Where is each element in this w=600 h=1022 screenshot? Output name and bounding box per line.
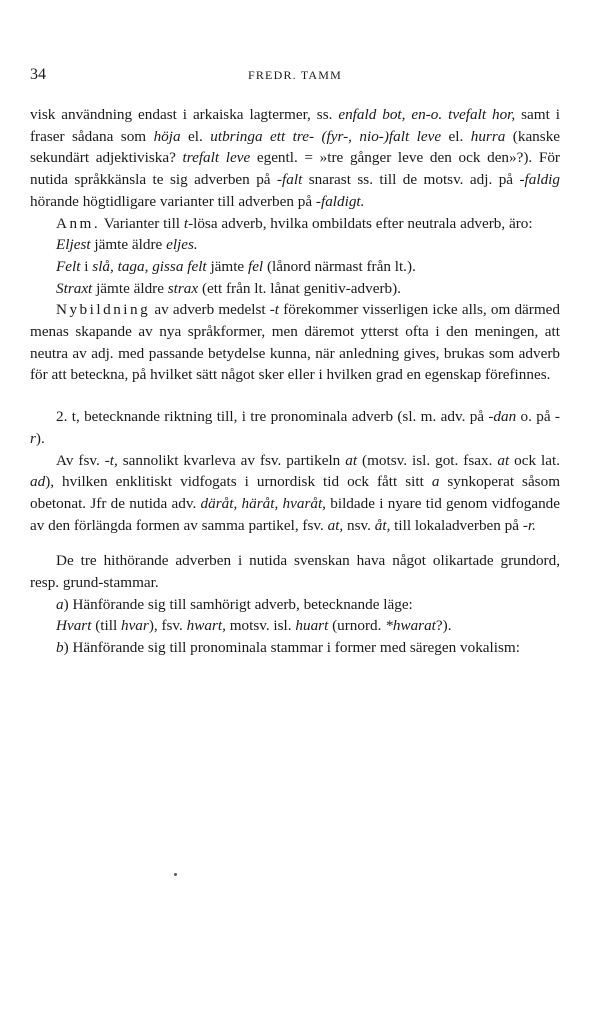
page-number: 34 (30, 66, 46, 83)
stray-mark (174, 873, 177, 876)
page-body (30, 104, 560, 659)
entry-felt: Felt i slå, taga, gissa felt jämte fel (lånord närmast från lt.). (56, 257, 416, 275)
paragraph-falt: visk användning endast i arkaiska lagtermer, ss. enfald bot, en-o. tvefalt hor, samt i fraser sådana som höja el. utbringa ett tre- (fyr-, nio-)falt leve el. hurra (kanske sekundärt adjektiviska? trefalt leve egentl. = »tre gånger leve den ock den»?). För nutida språkkänsla te sig adverben på -falt snarast ss. till de motsv. adj. på -faldig hörande högtidligare varianter till adverben på -faldigt. (30, 106, 561, 210)
item-a: a) Hänförande sig till samhörigt adverb, betecknande läge: (56, 595, 413, 613)
section-2: 2. t, betecknande riktning till, i tre pronominala adverb (sl. m. adv. på -dan o. på -r). (30, 408, 560, 447)
entry-hvart: Hvart (till hvar), fsv. hwart, motsv. isl. huart (urnord. *hwarat?). (56, 617, 452, 635)
entry-straxt: Straxt jämte äldre strax (ett från lt. lånat genitiv-adverb). (56, 279, 401, 297)
paragraph-av-fsv: Av fsv. -t, sannolikt kvarleva av fsv. partikeln at (motsv. isl. got. fsax. at ock lat. ad), hvilken enklitiskt vidfogats i urnordisk tid ock fått sitt a synkoperat såsom obetonat. Jfr de nutida adv. däråt, häråt, hvaråt, bildade i nyare tid genom vidfogande av den förlängda formen av samma partikel, fsv. at, nsv. åt, till lokaladverben på -r. (30, 451, 561, 534)
page-header (30, 66, 560, 88)
paragraph-nybildning: Nybildning av adverb medelst -t förekommer visserligen icke alls, om därmed menas skapande av nya språkformer, men däremot ytterst ofta i den meningen, att neutra av adj. med passande betydelse kunna, när anledning gives, brukas som adverb för att beteckna, på hvilket sätt något sker eller i hvilken grad en egenskap förefinnes. (30, 301, 560, 384)
running-head: FREDR. TAMM (247, 68, 343, 82)
item-b: b) Hänförande sig till pronominala stammar i former med säregen vokalism: (56, 639, 520, 657)
paragraph-anm: Anm. Varianter till t-lösa adverb, hvilka ombildats efter neutrala adverb, äro: (56, 214, 533, 232)
entry-eljest: Eljest jämte äldre eljes. (56, 236, 198, 254)
paragraph-de-tre: De tre hithörande adverben i nutida svenskan hava något olikartade grundord, resp. grund-stammar. (30, 552, 560, 592)
